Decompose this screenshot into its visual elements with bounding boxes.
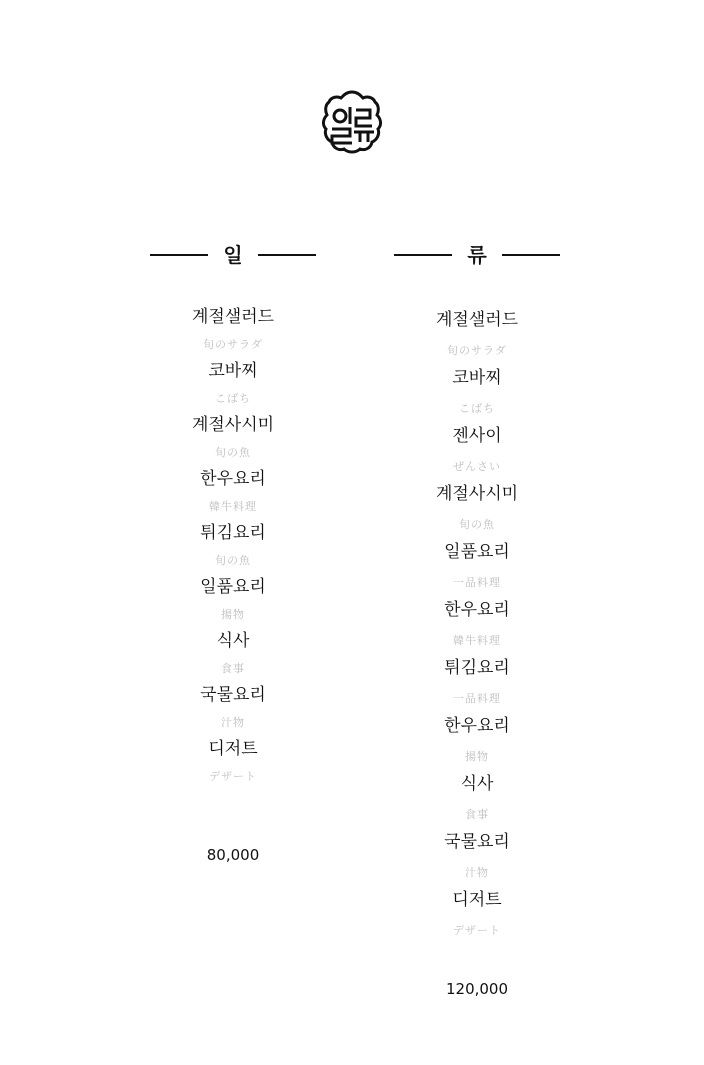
menu-item-japanese: 旬の魚 [215, 554, 251, 567]
menu-item [113, 306, 353, 352]
menu-item-japanese: 旬のサラダ [447, 344, 507, 357]
menu-item-japanese: 揚物 [465, 750, 489, 763]
menu-item [357, 367, 597, 416]
menu-item [113, 468, 353, 514]
course-header [357, 237, 597, 273]
menu-item [113, 684, 353, 730]
menu-item-japanese: 韓牛料理 [209, 500, 257, 513]
course-item-list [357, 309, 597, 938]
menu-item [357, 831, 597, 880]
menu-item-name: 한우요리 [200, 469, 266, 489]
menu-item-japanese: デザート [453, 924, 501, 937]
menu-item [357, 657, 597, 706]
menu-item-japanese: こばち [459, 402, 495, 415]
menu-item [357, 425, 597, 474]
menu-item [357, 309, 597, 358]
menu-item-japanese: 汁物 [221, 716, 245, 729]
menu-item-name: 젠사이 [452, 426, 502, 446]
menu-item-japanese: 揚物 [221, 608, 245, 621]
menu-item [113, 360, 353, 406]
menu-item [113, 738, 353, 784]
course-header [113, 237, 353, 273]
menu-item-name: 계절사시미 [435, 484, 519, 504]
menu-item-name: 튀김요리 [444, 658, 510, 678]
menu-item-japanese: 食事 [221, 662, 245, 675]
menu-item [357, 715, 597, 764]
header-rule-left [150, 254, 208, 256]
menu-item-name: 식사 [460, 774, 494, 794]
menu-item-name: 코바찌 [208, 361, 258, 381]
course-price: 120,000 [445, 980, 509, 998]
menu-item-japanese: 汁物 [465, 866, 489, 879]
course-title: 일 [223, 243, 243, 267]
menu-item-name: 계절샐러드 [435, 310, 519, 330]
menu-item-name: 국물요리 [444, 832, 510, 852]
menu-item-name: 계절사시미 [191, 415, 275, 435]
menu-item-name: 국물요리 [200, 685, 266, 705]
menu-item [357, 599, 597, 648]
menu-item-japanese: 一品料理 [453, 576, 501, 589]
menu-item-name: 튀김요리 [200, 523, 266, 543]
menu-item-name: 계절샐러드 [191, 307, 275, 327]
course-ryu [357, 237, 597, 947]
header-rule-right [502, 254, 560, 256]
course-title: 류 [467, 243, 487, 267]
menu-item-name: 한우요리 [444, 600, 510, 620]
header-rule-left [394, 254, 452, 256]
menu-item-name: 디저트 [452, 890, 502, 910]
menu-item-japanese: デザート [209, 770, 257, 783]
menu-item [113, 522, 353, 568]
menu-item-name: 일품요리 [200, 577, 266, 597]
menu-item-japanese: こばち [215, 392, 251, 405]
menu-item-japanese: 旬のサラダ [203, 338, 263, 351]
menu-item-japanese: 旬の魚 [459, 518, 495, 531]
menu-item-name: 디저트 [208, 739, 258, 759]
ilryu-flower-logo-icon [318, 88, 386, 156]
menu-item [113, 630, 353, 676]
header-rule-right [258, 254, 316, 256]
menu-item-japanese: 韓牛料理 [453, 634, 501, 647]
menu-item-name: 한우요리 [444, 716, 510, 736]
course-il [113, 237, 353, 792]
menu-item-name: 일품요리 [444, 542, 510, 562]
course-item-list [113, 306, 353, 784]
menu-item [357, 889, 597, 938]
ilryu-logo [318, 88, 386, 156]
menu-item [113, 576, 353, 622]
menu-item-name: 코바찌 [452, 368, 502, 388]
menu-item-japanese: 旬の魚 [215, 446, 251, 459]
menu-item-japanese: ぜんさい [453, 460, 501, 473]
menu-item [357, 773, 597, 822]
menu-item [113, 414, 353, 460]
menu-item-name: 식사 [216, 631, 250, 651]
course-price: 80,000 [206, 846, 260, 864]
menu-item [357, 541, 597, 590]
menu-item-japanese: 食事 [465, 808, 489, 821]
menu-item [357, 483, 597, 532]
menu-item-japanese: 一品料理 [453, 692, 501, 705]
